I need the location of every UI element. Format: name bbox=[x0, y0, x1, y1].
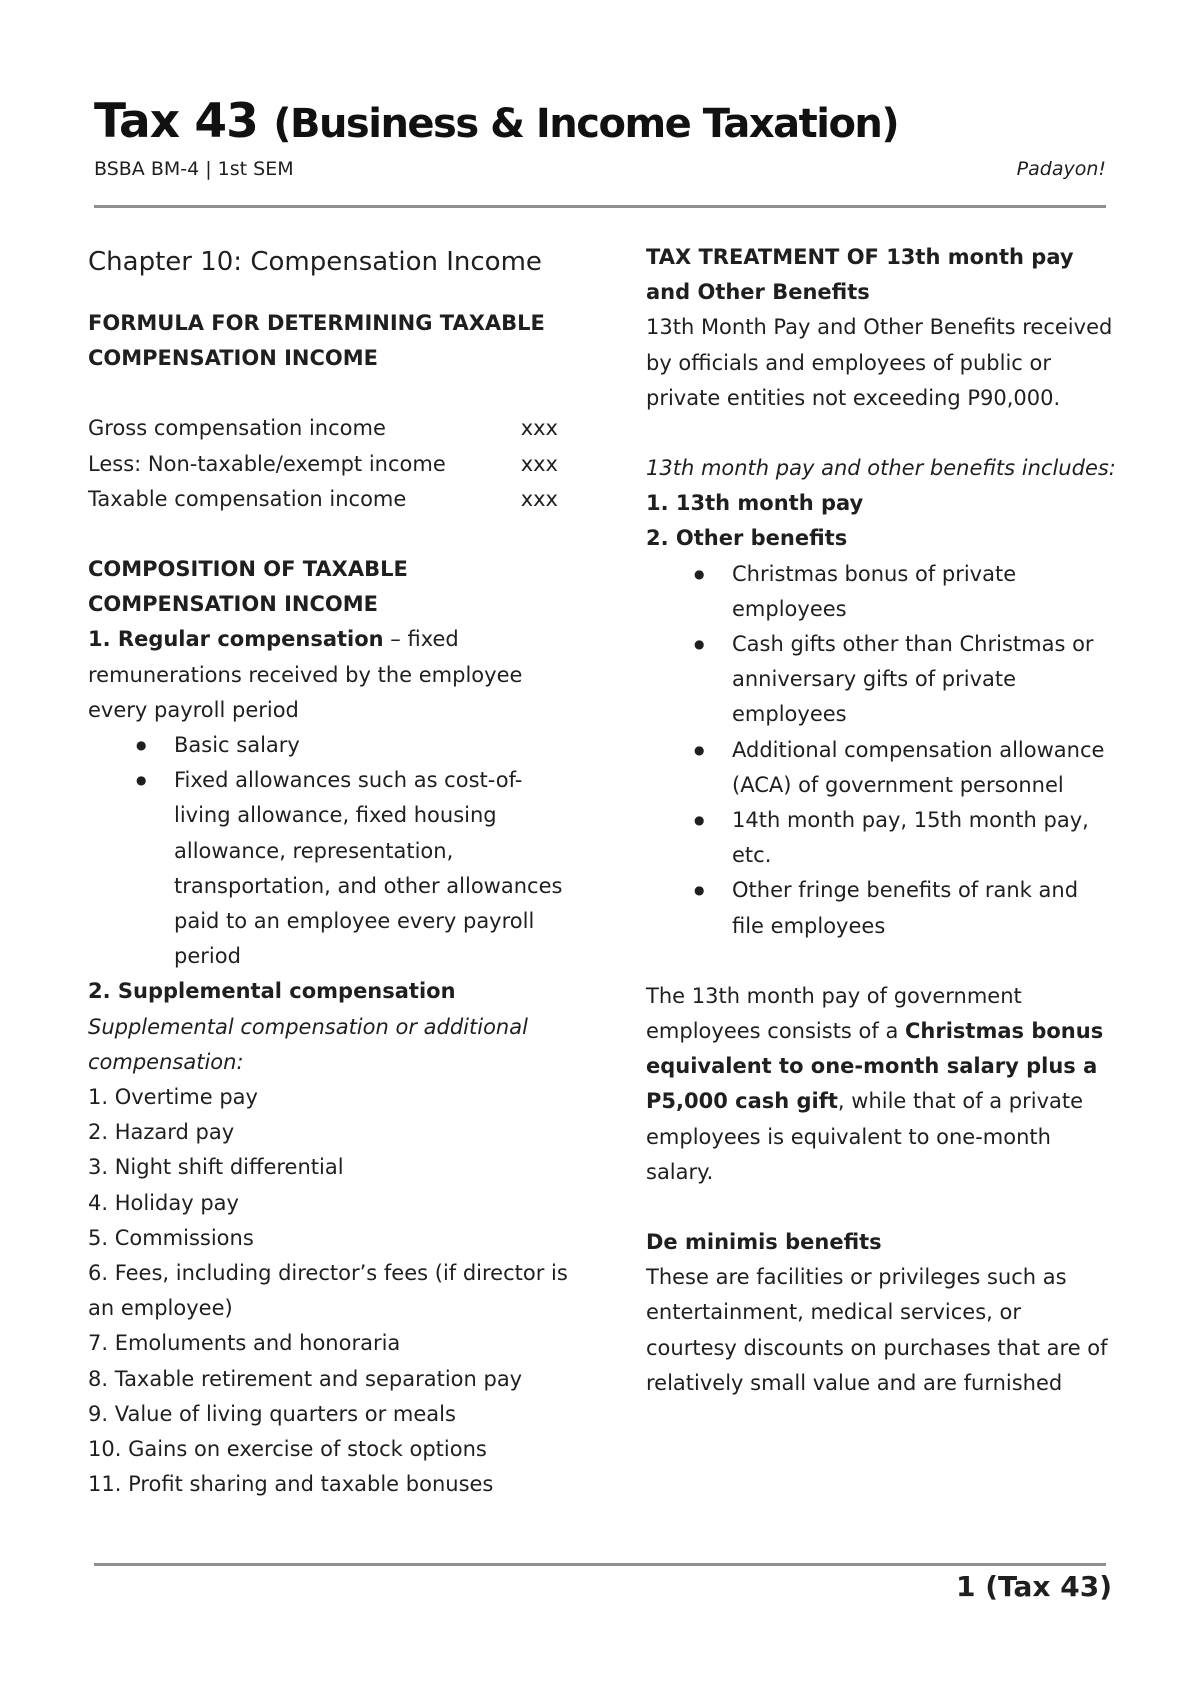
de-minimis-heading: De minimis benefits bbox=[646, 1230, 882, 1255]
list-item: 10. Gains on exercise of stock options bbox=[88, 1437, 487, 1462]
list-item: 1. Overtime pay bbox=[88, 1085, 258, 1110]
tax-treatment-heading: TAX TREATMENT OF 13th month pay and Other Benefits bbox=[646, 245, 1074, 305]
course-label: BSBA BM-4 | 1st SEM bbox=[94, 158, 294, 180]
footer-divider bbox=[94, 1563, 1106, 1566]
list-item: 2. Hazard pay bbox=[88, 1120, 235, 1145]
government-13th-month-paragraph: The 13th month pay of government employees consists of a Christmas bonus equivalent to one-month salary plus a P5,000 cash gift, while that of a private employees is equivalent to one-month salary. bbox=[646, 983, 1104, 1184]
list-item: 11. Profit sharing and taxable bonuses bbox=[88, 1472, 494, 1497]
composition-heading-line-2: COMPENSATION INCOME bbox=[88, 592, 378, 617]
list-item: 8. Taxable retirement and separation pay bbox=[88, 1366, 523, 1391]
right-column bbox=[646, 240, 1116, 1401]
title-main: Tax 43 bbox=[94, 94, 258, 149]
formula-heading-line-1: FORMULA FOR DETERMINING TAXABLE bbox=[88, 311, 545, 335]
list-item: ● Basic salary bbox=[174, 728, 568, 763]
list-item: 1. 13th month pay bbox=[646, 491, 864, 516]
list-item: ● Christmas bonus of private employees bbox=[732, 557, 1116, 627]
regular-compensation-paragraph bbox=[88, 622, 568, 728]
list-item: 3. Night shift differential bbox=[88, 1155, 344, 1180]
includes-intro: 13th month pay and other benefits includes: bbox=[646, 456, 1116, 481]
list-item: 7. Emoluments and honoraria bbox=[88, 1331, 401, 1356]
formula-heading-line-2: COMPENSATION INCOME bbox=[88, 346, 378, 371]
list-item: ● Other fringe benefits of rank and file employees bbox=[732, 873, 1116, 943]
list-item: ● Cash gifts other than Christmas or anniversary gifts of private employees bbox=[732, 627, 1116, 733]
title-subtitle: (Business & Income Taxation) bbox=[273, 101, 899, 147]
list-item: ● Additional compensation allowance (ACA) of government personnel bbox=[732, 733, 1116, 803]
chapter-title: Chapter 10: Compensation Income bbox=[88, 247, 542, 277]
other-benefits-list bbox=[646, 557, 1116, 944]
tax-treatment-body: 13th Month Pay and Other Benefits received by officials and employees of public or private entities not exceeding P90,000. bbox=[646, 315, 1113, 410]
regular-compensation-title: 1. Regular compensation bbox=[88, 627, 384, 652]
left-column bbox=[88, 240, 568, 1503]
list-item: 9. Value of living quarters or meals bbox=[88, 1401, 456, 1426]
formula-row: Gross compensation income xxx bbox=[88, 416, 558, 441]
list-item: ● Fixed allowances such as cost-of-living allowance, fixed housing allowance, representation, transportation, and other allowances paid to an employee every payroll period bbox=[174, 763, 568, 974]
list-item: 6. Fees, including director’s fees (if director is an employee) bbox=[88, 1261, 568, 1321]
list-item: 2. Other benefits bbox=[646, 526, 848, 551]
list-item: 4. Holiday pay bbox=[88, 1190, 239, 1215]
regular-compensation-desc: – fixed remunerations received by the employee every payroll period bbox=[88, 627, 523, 722]
page-header bbox=[94, 92, 1106, 182]
document-title bbox=[94, 92, 1106, 154]
formula-row: Less: Non-taxable/exempt income xxx bbox=[88, 451, 558, 476]
header-divider bbox=[94, 205, 1106, 208]
formula-row: Taxable compensation income xxx bbox=[88, 486, 558, 511]
composition-heading-line-1: COMPOSITION OF TAXABLE bbox=[88, 557, 408, 582]
motto: Padayon! bbox=[1016, 158, 1106, 180]
supplemental-intro: Supplemental compensation or additional compensation: bbox=[88, 1014, 528, 1074]
page-number: 1 (Tax 43) bbox=[956, 1570, 1112, 1603]
supplemental-compensation-title: 2. Supplemental compensation bbox=[88, 979, 456, 1004]
regular-compensation-list bbox=[88, 728, 568, 974]
header-subrow bbox=[94, 156, 1106, 182]
christmas-bonus-highlight: Christmas bonus equivalent to one-month salary plus a P5,000 cash gift bbox=[646, 1019, 1104, 1114]
de-minimis-body: These are facilities or privileges such as entertainment, medical services, or courtesy discounts on purchases that are of relatively small value and are furnished bbox=[646, 1265, 1108, 1395]
list-item: 5. Commissions bbox=[88, 1225, 254, 1250]
list-item: ● 14th month pay, 15th month pay, etc. bbox=[732, 803, 1116, 873]
